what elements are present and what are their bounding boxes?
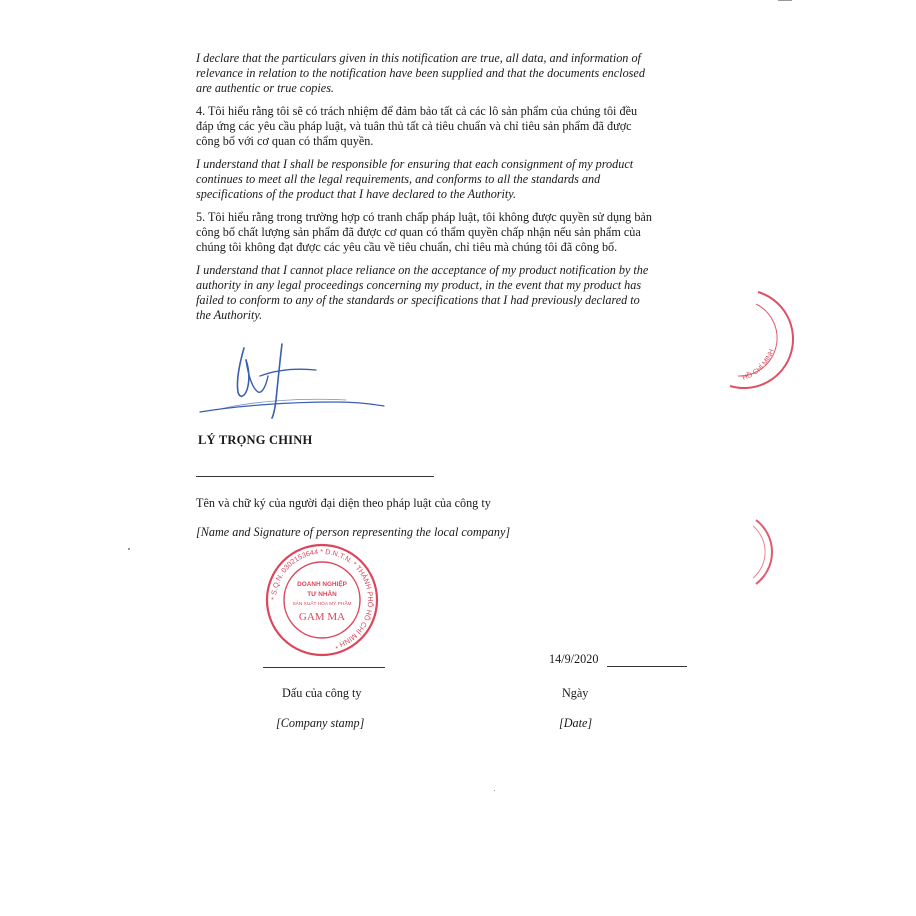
stamp-label-vi: Dấu của công ty [282, 686, 362, 700]
scan-speck [494, 790, 495, 791]
text-line: the Authority. [196, 308, 263, 322]
scan-speck [128, 548, 130, 550]
text-line: authority in any legal proceedings concerning my product, in the event that my product has [196, 278, 642, 292]
stamp-center-line-4: GAM MA [298, 611, 346, 623]
text-line: specifications of the product that I have declared to the Authority. [196, 187, 517, 201]
text-line: đáp ứng các yêu cầu pháp luật, và tuân thủ tất cả tiêu chuẩn và chỉ tiêu sản phẩm đã được [196, 119, 632, 133]
stamp-center-line-2: TƯ NHÂN [307, 591, 337, 598]
text-line: công bố chất lượng sản phẩm đã được cơ quan có thẩm quyền chấp nhận nếu sản phẩm của [196, 225, 641, 239]
date-line [607, 666, 687, 667]
text-line: chúng tôi không đạt được các yêu cầu về tiêu chuẩn, chỉ tiêu mà chúng tôi đã công bố. [196, 240, 618, 254]
margin-stamp-arc [752, 518, 772, 588]
text-line: 4. Tôi hiểu rằng tôi sẽ có trách nhiệm để đảm bảo tất cả các lô sản phẩm của chúng tôi đều [196, 104, 638, 118]
declaration-en-1 [196, 51, 696, 96]
stamp-center-line-3: SẢN XUẤT HÓA MỸ PHẨM [292, 602, 352, 607]
stamp-ring-text: * S.Q.N. 0302153644 * D.N.T.N. * THÀNH PHỐ HỒ CHÍ MINH * [268, 546, 376, 652]
margin-stamp-text: HỒ CHÍ MINH [741, 348, 776, 383]
margin-stamp-partial [726, 290, 776, 390]
text-line: I understand that I cannot place reliance on the acceptance of my product notification by the [196, 263, 649, 277]
text-line: are authentic or true copies. [196, 81, 334, 95]
signature-caption-en: [Name and Signature of person representing the local company] [196, 525, 511, 539]
declaration-en-5 [196, 263, 696, 323]
date-label-vi: Ngày [562, 686, 589, 700]
date-value: 14/9/2020 [549, 652, 599, 666]
scan-mark [778, 0, 792, 1]
text-line: 5. Tôi hiểu rằng trong trường hợp có tranh chấp pháp luật, tôi không được quyền sử dụng bản [196, 210, 652, 224]
declaration-en-4 [196, 157, 696, 202]
date-label-en: [Date] [559, 716, 593, 730]
signature-line [196, 476, 434, 477]
stamp-line [263, 667, 385, 668]
signature-caption-vi: Tên và chữ ký của người đại diện theo pháp luật của công ty [196, 496, 491, 510]
company-stamp [264, 542, 380, 658]
text-line: relevance in relation to the notification have been supplied and that the documents enclosed [196, 66, 645, 80]
declaration-vi-5 [196, 210, 696, 255]
text-line: I declare that the particulars given in this notification are true, all data, and information of [196, 51, 641, 65]
text-line: công bố với cơ quan có thẩm quyền. [196, 134, 374, 148]
stamp-label-en: [Company stamp] [276, 716, 365, 730]
text-line: continues to meet all the legal requirements, and conforms to all the standards and [196, 172, 601, 186]
stamp-center-line-1: DOANH NGHIỆP [297, 581, 347, 588]
handwritten-signature [196, 340, 396, 430]
signatory-name: LÝ TRỌNG CHINH [198, 433, 313, 447]
text-line: failed to conform to any of the standards or specifications that I had previously declared to [196, 293, 640, 307]
text-line: I understand that I shall be responsible for ensuring that each consignment of my product [196, 157, 634, 171]
declaration-vi-4 [196, 104, 696, 149]
